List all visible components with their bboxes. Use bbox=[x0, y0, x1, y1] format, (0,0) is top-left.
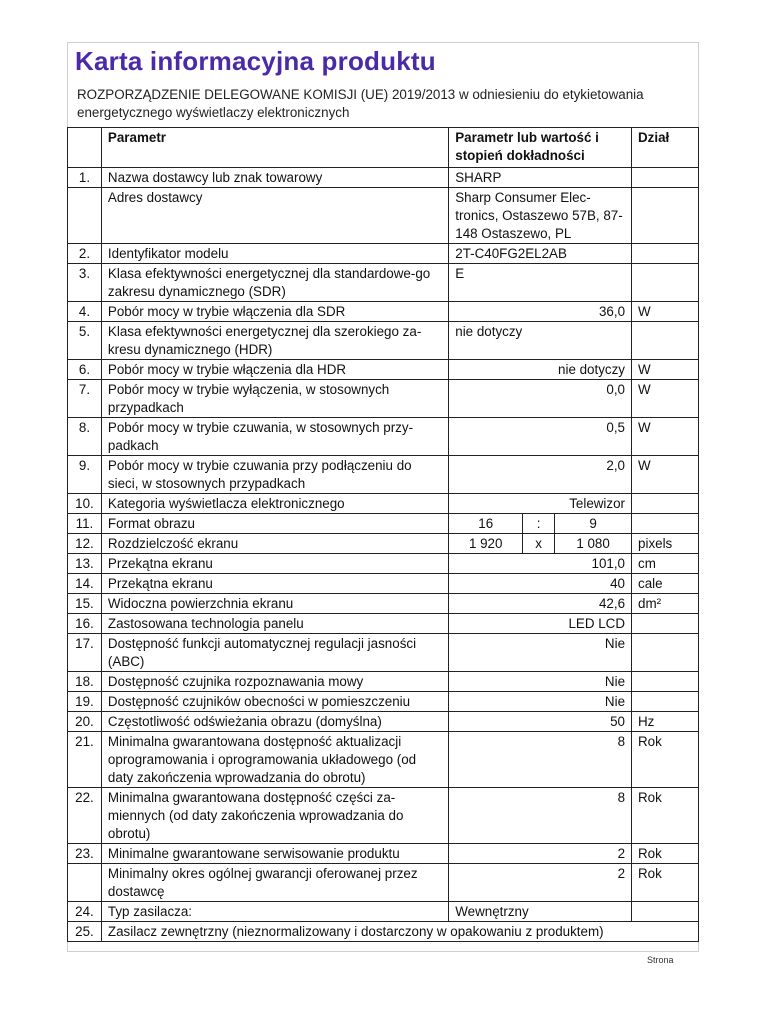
row-num: 9. bbox=[68, 456, 102, 494]
row-value: nie dotyczy bbox=[449, 322, 632, 360]
table-row bbox=[68, 168, 699, 188]
row-num: 21. bbox=[68, 732, 102, 788]
row-param: Widoczna powierzchnia ekranu bbox=[101, 594, 448, 614]
table-row bbox=[68, 864, 699, 902]
row-num: 18. bbox=[68, 672, 102, 692]
row-value: 36,0 bbox=[449, 302, 632, 322]
table-row bbox=[68, 634, 699, 672]
row-param: Kategoria wyświetlacza elektronicznego bbox=[101, 494, 448, 514]
row-value: Sharp Consumer Elec-tronics, Ostaszewo 57B, 87-148 Ostaszewo, PL bbox=[449, 188, 632, 244]
row-num: 10. bbox=[68, 494, 102, 514]
row-num: 19. bbox=[68, 692, 102, 712]
table-row bbox=[68, 574, 699, 594]
row-param: Pobór mocy w trybie czuwania przy podłączeniu do sieci, w stosownych przypadkach bbox=[101, 456, 448, 494]
header-dzial: Dział bbox=[632, 128, 699, 168]
resolution-separator: x bbox=[523, 534, 555, 554]
row-param: Klasa efektywności energetycznej dla standardowe-go zakresu dynamicznego (SDR) bbox=[101, 264, 448, 302]
row-value: 0,0 bbox=[449, 380, 632, 418]
table-row bbox=[68, 788, 699, 844]
table-row bbox=[68, 534, 699, 554]
row-param: Minimalny okres ogólnej gwarancji oferowanej przez dostawcę bbox=[101, 864, 448, 902]
header-num-cell bbox=[68, 128, 102, 168]
row-param: Zastosowana technologia panelu bbox=[101, 614, 448, 634]
table-row bbox=[68, 494, 699, 514]
table-row bbox=[68, 188, 699, 244]
row-unit: cm bbox=[632, 554, 699, 574]
row-param: Format obrazu bbox=[101, 514, 448, 534]
row-value: 2 bbox=[449, 864, 632, 902]
row-param: Minimalna gwarantowana dostępność aktualizacji oprogramowania i oprogramowania układowego (od daty zakończenia wprowadzania do obrotu) bbox=[101, 732, 448, 788]
row-num: 25. bbox=[68, 922, 102, 942]
table-row bbox=[68, 456, 699, 494]
row-param: Minimalne gwarantowane serwisowanie produktu bbox=[101, 844, 448, 864]
page-title: Karta informacyjna produktu bbox=[75, 46, 436, 76]
row-num: 1. bbox=[68, 168, 102, 188]
table-row bbox=[68, 360, 699, 380]
row-value: Wewnętrzny bbox=[449, 902, 632, 922]
row-num: 24. bbox=[68, 902, 102, 922]
table-row bbox=[68, 380, 699, 418]
row-unit bbox=[632, 188, 699, 244]
row-value: 42,6 bbox=[449, 594, 632, 614]
table-row bbox=[68, 692, 699, 712]
row-unit: dm² bbox=[632, 594, 699, 614]
row-num bbox=[68, 188, 102, 244]
table-row bbox=[68, 672, 699, 692]
table-row bbox=[68, 902, 699, 922]
row-num: 5. bbox=[68, 322, 102, 360]
row-value: LED LCD bbox=[449, 614, 632, 634]
row-value: 2 bbox=[449, 844, 632, 864]
table-row bbox=[68, 322, 699, 360]
row-unit bbox=[632, 514, 699, 534]
row-num: 16. bbox=[68, 614, 102, 634]
row-param: Nazwa dostawcy lub znak towarowy bbox=[101, 168, 448, 188]
table-row bbox=[68, 712, 699, 732]
row-param: Dostępność czujników obecności w pomieszczeniu bbox=[101, 692, 448, 712]
row-unit bbox=[632, 902, 699, 922]
row-unit: W bbox=[632, 418, 699, 456]
row-value: SHARP bbox=[449, 168, 632, 188]
row-param: Minimalna gwarantowana dostępność części za-miennych (od daty zakończenia wprowadzania do obrotu) bbox=[101, 788, 448, 844]
row-unit bbox=[632, 692, 699, 712]
row-num: 13. bbox=[68, 554, 102, 574]
row-num: 22. bbox=[68, 788, 102, 844]
row-param: Identyfikator modelu bbox=[101, 244, 448, 264]
row-value: 8 bbox=[449, 732, 632, 788]
row-unit: Hz bbox=[632, 712, 699, 732]
row-value: E bbox=[449, 264, 632, 302]
row-unit: Rok bbox=[632, 732, 699, 788]
row-param: Przekątna ekranu bbox=[101, 574, 448, 594]
resolution-height: 1 080 bbox=[555, 534, 632, 554]
ratio-height: 9 bbox=[555, 514, 632, 534]
row-param: Dostępność czujnika rozpoznawania mowy bbox=[101, 672, 448, 692]
table-row bbox=[68, 844, 699, 864]
row-value: Nie bbox=[449, 634, 632, 672]
row-num: 3. bbox=[68, 264, 102, 302]
row-num: 14. bbox=[68, 574, 102, 594]
row-param: Pobór mocy w trybie włączenia dla SDR bbox=[101, 302, 448, 322]
row-param: Przekątna ekranu bbox=[101, 554, 448, 574]
row-param: Pobór mocy w trybie wyłączenia, w stosownych przypadkach bbox=[101, 380, 448, 418]
row-value: 101,0 bbox=[449, 554, 632, 574]
row-num: 15. bbox=[68, 594, 102, 614]
row-value: 8 bbox=[449, 788, 632, 844]
table-row bbox=[68, 264, 699, 302]
row-num: 8. bbox=[68, 418, 102, 456]
table-row bbox=[68, 732, 699, 788]
row-unit: Rok bbox=[632, 864, 699, 902]
row-param: Pobór mocy w trybie czuwania, w stosownych przy-padkach bbox=[101, 418, 448, 456]
table-row bbox=[68, 244, 699, 264]
row-unit bbox=[632, 634, 699, 672]
row-param: Pobór mocy w trybie włączenia dla HDR bbox=[101, 360, 448, 380]
row-unit bbox=[632, 264, 699, 302]
row-num bbox=[68, 864, 102, 902]
row-value: 0,5 bbox=[449, 418, 632, 456]
row-unit: W bbox=[632, 302, 699, 322]
row-unit: W bbox=[632, 456, 699, 494]
table-header-row bbox=[68, 128, 699, 168]
row-unit bbox=[632, 494, 699, 514]
row-num: 17. bbox=[68, 634, 102, 672]
row-unit: cale bbox=[632, 574, 699, 594]
row-value: Telewizor bbox=[449, 494, 632, 514]
table-row bbox=[68, 922, 699, 942]
resolution-width: 1 920 bbox=[449, 534, 523, 554]
table-row bbox=[68, 418, 699, 456]
table-row bbox=[68, 554, 699, 574]
row-unit: pixels bbox=[632, 534, 699, 554]
row-unit bbox=[632, 614, 699, 634]
table-row bbox=[68, 614, 699, 634]
row-param: Rozdzielczość ekranu bbox=[101, 534, 448, 554]
row-unit: W bbox=[632, 380, 699, 418]
row-value: Nie bbox=[449, 672, 632, 692]
row-unit: Rok bbox=[632, 788, 699, 844]
product-info-table bbox=[67, 127, 699, 942]
row-num: 20. bbox=[68, 712, 102, 732]
regulation-subtitle: ROZPORZĄDZENIE DELEGOWANE KOMISJI (UE) 2019/2013 w odniesieniu do etykietowania energetycznego wyświetlaczy elektronicznych bbox=[77, 87, 644, 120]
row-num: 6. bbox=[68, 360, 102, 380]
row-param: Dostępność funkcji automatycznej regulacji jasności (ABC) bbox=[101, 634, 448, 672]
ratio-separator: : bbox=[523, 514, 555, 534]
row-param: Częstotliwość odświeżania obrazu (domyślna) bbox=[101, 712, 448, 732]
row-num: 7. bbox=[68, 380, 102, 418]
row-num: 2. bbox=[68, 244, 102, 264]
row-num: 4. bbox=[68, 302, 102, 322]
row-value: nie dotyczy bbox=[449, 360, 632, 380]
row-num: 23. bbox=[68, 844, 102, 864]
page-footer: Strona bbox=[647, 955, 674, 965]
row-unit bbox=[632, 244, 699, 264]
row-param: Typ zasilacza: bbox=[101, 902, 448, 922]
row-value: 2T-C40FG2EL2AB bbox=[449, 244, 632, 264]
table-row bbox=[68, 594, 699, 614]
row-value: 40 bbox=[449, 574, 632, 594]
header-parametr: Parametr bbox=[101, 128, 448, 168]
row-unit bbox=[632, 168, 699, 188]
row-value: Nie bbox=[449, 692, 632, 712]
table-row bbox=[68, 514, 699, 534]
row-num: 12. bbox=[68, 534, 102, 554]
table-row bbox=[68, 302, 699, 322]
row-unit bbox=[632, 322, 699, 360]
ratio-width: 16 bbox=[449, 514, 523, 534]
row-param: Klasa efektywności energetycznej dla szerokiego za-kresu dynamicznego (HDR) bbox=[101, 322, 448, 360]
row-param: Adres dostawcy bbox=[101, 188, 448, 244]
row-value: 2,0 bbox=[449, 456, 632, 494]
row-value: 50 bbox=[449, 712, 632, 732]
row-unit bbox=[632, 672, 699, 692]
header-wartosc: Parametr lub wartość i stopień dokładności bbox=[449, 128, 632, 168]
row-unit: W bbox=[632, 360, 699, 380]
row-num: 11. bbox=[68, 514, 102, 534]
row-param: Zasilacz zewnętrzny (nieznormalizowany i dostarczony w opakowaniu z produktem) bbox=[101, 922, 698, 942]
row-unit: Rok bbox=[632, 844, 699, 864]
